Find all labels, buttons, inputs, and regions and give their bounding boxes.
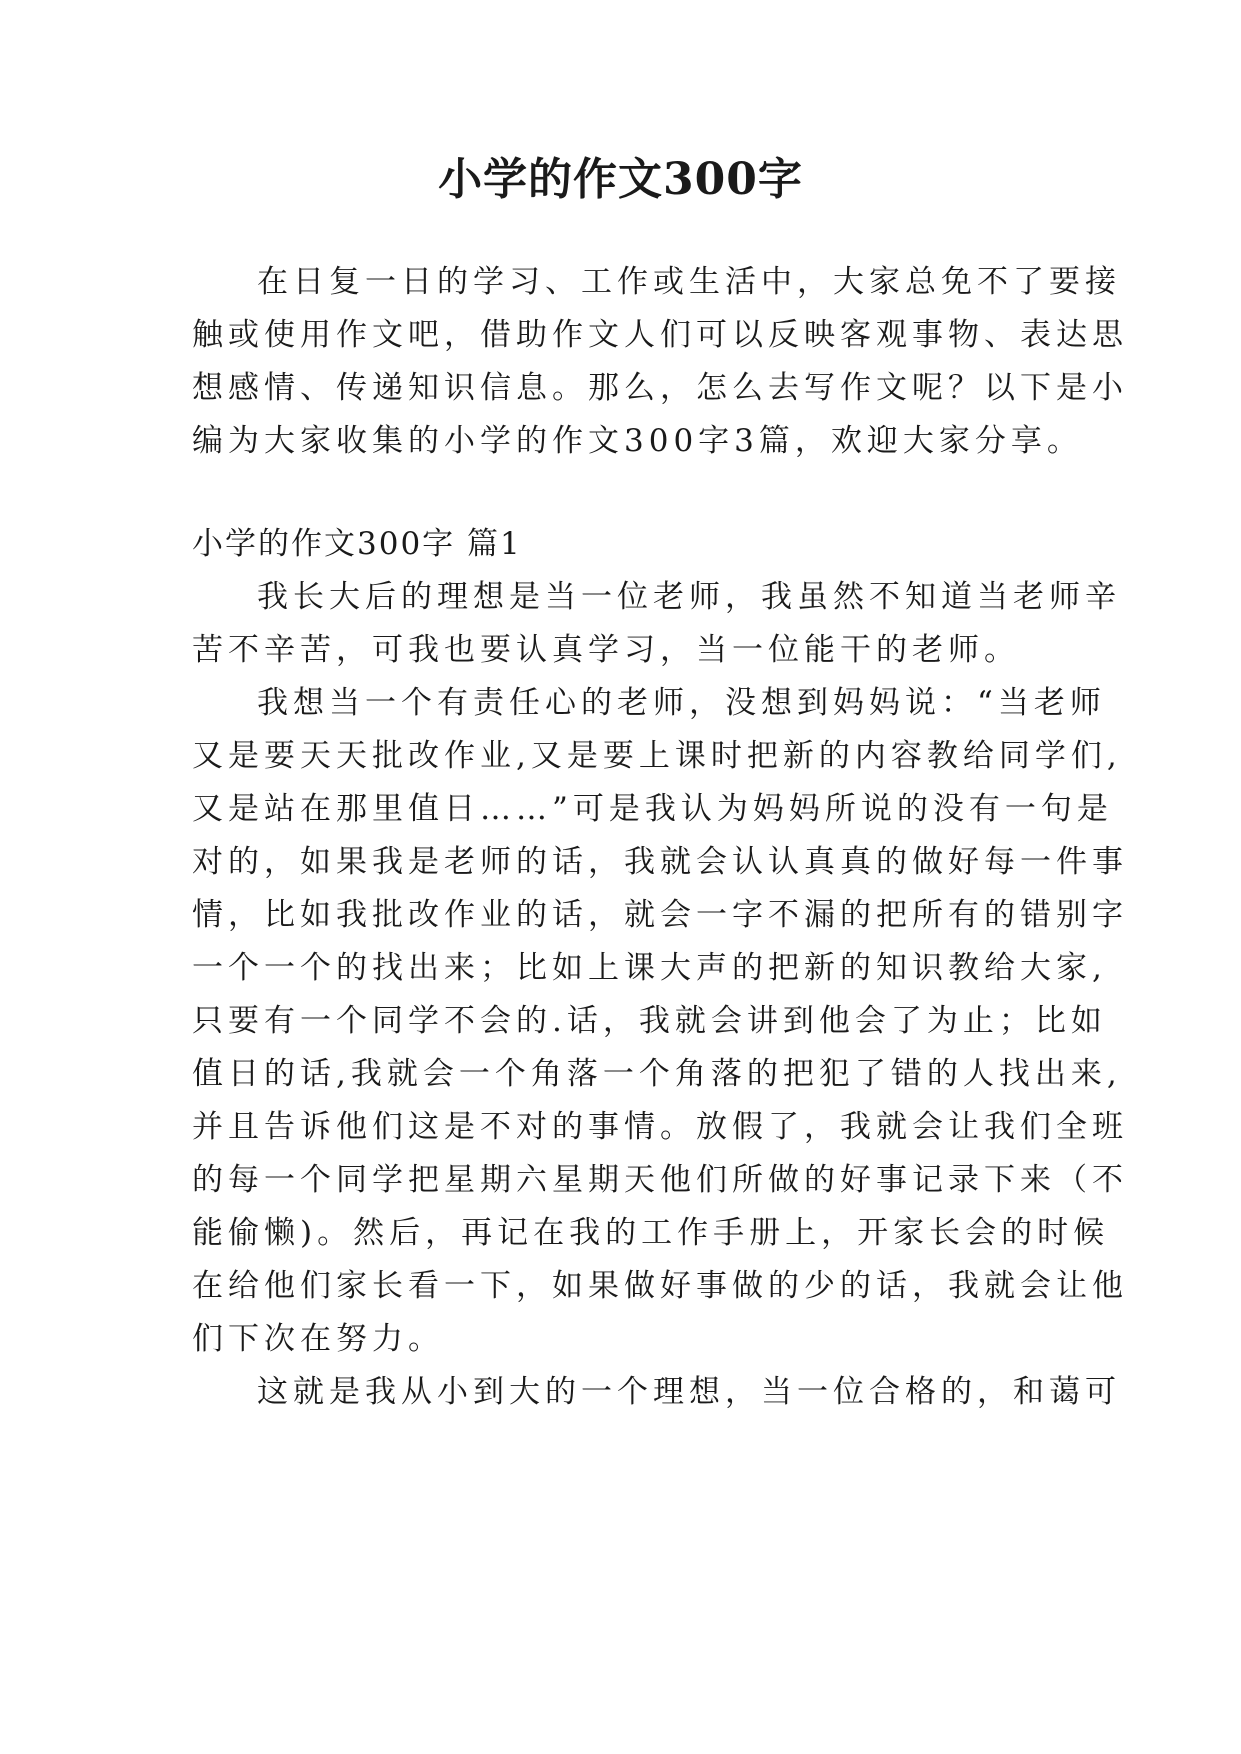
p2-line-13: 们下次在努力。 — [192, 1321, 444, 1357]
p2-line-1: 我想当一个有责任心的老师，没想到妈妈说：“当老师 — [257, 685, 1106, 721]
intro-line-2: 触或使用作文吧，借助作文人们可以反映客观事物、表达思 — [192, 317, 1128, 353]
p2-line-12: 在给他们家长看一下，如果做好事做的少的话，我就会让他 — [192, 1268, 1128, 1304]
p2-line-5: 情，比如我批改作业的话，就会一字不漏的把所有的错别字 — [192, 897, 1128, 933]
p2-line-9: 并且告诉他们这是不对的事情。放假了，我就会让我们全班 — [192, 1109, 1128, 1145]
p1-line-2: 苦不辛苦，可我也要认真学习，当一位能干的老师。 — [192, 632, 1020, 668]
p1-line-1: 我长大后的理想是当一位老师，我虽然不知道当老师辛 — [257, 579, 1121, 615]
p2-line-6: 一个一个的找出来；比如上课大声的把新的知识教给大家, — [192, 950, 1107, 986]
p2-line-8: 值日的话,我就会一个角落一个角落的把犯了错的人找出来, — [192, 1056, 1122, 1092]
intro-line-1: 在日复一日的学习、工作或生活中，大家总免不了要接 — [257, 264, 1121, 300]
p2-line-2: 又是要天天批改作业,又是要上课时把新的内容教给同学们, — [192, 738, 1122, 774]
intro-line-3: 想感情、传递知识信息。那么，怎么去写作文呢？以下是小 — [192, 370, 1128, 406]
section-heading: 小学的作文300字 篇1 — [192, 526, 522, 562]
p2-line-4: 对的，如果我是老师的话，我就会认认真真的做好每一件事 — [192, 844, 1128, 880]
intro-line-4: 编为大家收集的小学的作文300字3篇，欢迎大家分享。 — [192, 423, 1083, 459]
p2-line-3: 又是站在那里值日……”可是我认为妈妈所说的没有一句是 — [192, 791, 1113, 827]
p2-line-11: 能偷懒)。然后，再记在我的工作手册上，开家长会的时候 — [192, 1215, 1110, 1251]
p2-line-7: 只要有一个同学不会的.话，我就会讲到他会了为止；比如 — [192, 1003, 1107, 1039]
document-title: 小学的作文300字 — [438, 154, 803, 205]
p2-line-10: 的每一个同学把星期六星期天他们所做的好事记录下来（不 — [192, 1162, 1128, 1198]
p3-line-1: 这就是我从小到大的一个理想，当一位合格的，和蔼可 — [257, 1374, 1121, 1410]
